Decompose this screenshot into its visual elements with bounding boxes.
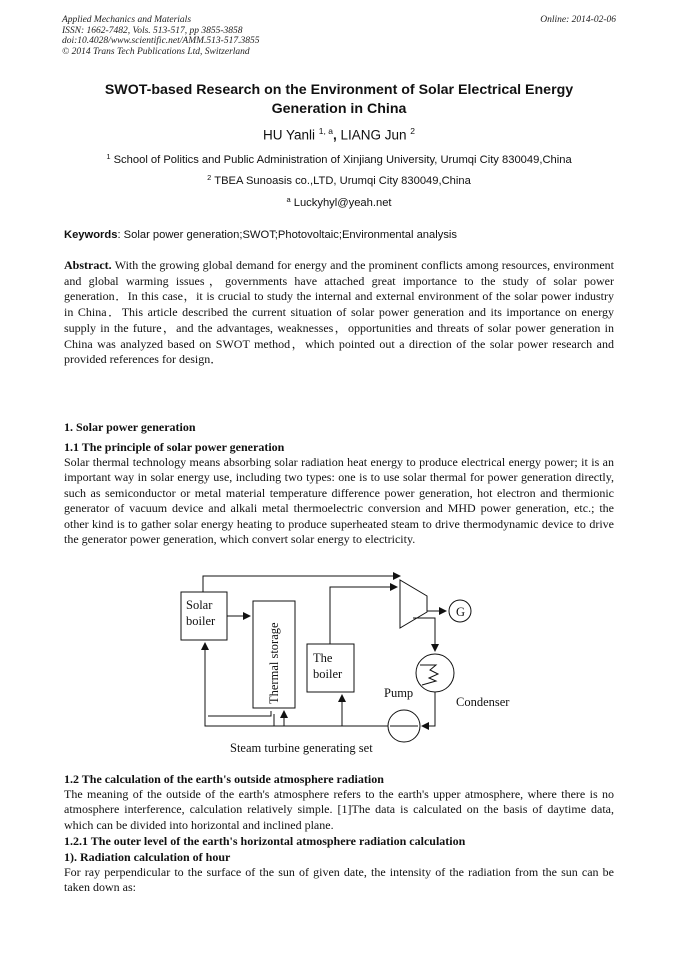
affiliation-1-sup: 1: [106, 152, 111, 161]
steam-line-top: [203, 576, 400, 592]
author-2-sup: 2: [410, 126, 416, 136]
online-date: Online: 2014-02-06: [540, 15, 616, 25]
section-1-heading: 1. Solar power generation: [64, 420, 196, 434]
steam-turbine-diagram: [170, 570, 530, 760]
boiler-label-1: The: [313, 651, 333, 665]
section-1-1-heading: 1.1 The principle of solar power generation: [64, 440, 285, 454]
keywords-text: : Solar power generation;SWOT;Photovoltaic;Environmental analysis: [117, 229, 457, 241]
journal-name: Applied Mechanics and Materials: [62, 15, 192, 25]
turbine-symbol: [400, 580, 427, 628]
author-email: [30, 193, 648, 210]
boiler-steam-line: [330, 587, 397, 644]
keywords-label: Keywords: [64, 229, 118, 241]
feedwater-line: [205, 643, 388, 726]
author-2: LIANG Jun: [340, 127, 407, 143]
subsection-radiation-hour-paragraph: For ray perpendicular to the surface of the sun of given date, the intensity of the radiation from the sun can be taken down as:: [64, 865, 614, 895]
affiliation-1: [30, 150, 648, 167]
email-sup: a: [286, 195, 291, 204]
exhaust-line: [413, 618, 435, 651]
solar-boiler-label-1: Solar: [186, 598, 213, 612]
storage-loop-line: [208, 711, 271, 716]
keywords: [64, 228, 616, 242]
condenser-label: Condenser: [456, 695, 510, 709]
issn-line: ISSN: 1662-7482, Vols. 513-517, pp 3855-3858: [62, 25, 243, 36]
section-1-2-paragraph: The meaning of the outside of the earth's atmosphere refers to the earth's upper atmosphere, where there is no atmosphere interference, calculation relatively simple. [1]The data is calculated on the basis of daytime data, which can be divided into horizontal and inclined plane.: [64, 787, 614, 832]
abstract-label: Abstract.: [64, 258, 112, 272]
section-1-2-1-heading: 1.2.1 The outer level of the earth's horizontal atmosphere radiation calculation: [64, 834, 466, 848]
email-text: Luckyhyl@yeah.net: [293, 197, 392, 209]
author-1: HU Yanli: [262, 127, 316, 143]
journal-header: [62, 15, 259, 57]
thermal-storage-label: Thermal storage: [267, 622, 281, 704]
paper-title: [50, 81, 628, 119]
author-list: [50, 122, 628, 145]
affiliation-2: [30, 171, 648, 188]
abstract-text: With the growing global demand for energy and the prominent conflicts among resources, environment and global warming issues，governments have attached great importance to the study of solar power generation．In this case，it is crucial to study the internal and external environment of the solar power industry in China．This article described the current situation of solar power generation and its importance on energy supply in the future，and the advantages, weaknesses，opportunities and threats of solar power generation in China was analyzed based on SWOT method，which pointed out a direction of the solar power research and provided references for design．: [64, 258, 614, 367]
abstract: [64, 258, 614, 368]
affiliation-2-sup: 2: [207, 173, 212, 182]
boiler-label-2: boiler: [313, 667, 343, 681]
copyright-line: © 2014 Trans Tech Publications Ltd, Switzerland: [62, 46, 250, 57]
condensate-line: [422, 692, 435, 726]
affiliation-2-text: TBEA Sunoasis co.,LTD, Urumqi City 830049,China: [214, 175, 471, 187]
section-1-1-paragraph: Solar thermal technology means absorbing solar radiation heat energy to produce electrical energy power; it is an important way in solar energy use, including two types: one is to use solar thermal for power generation directly, such as semiconductor or metal material temperature difference power generation, hot electron and thermionic generator of vacuum device and alkali metal thermoelectric conversion and MHD power generation, etc.; the other kind is to gather solar energy heating to produce superheated steam to drive thermodynamic device to drive the generator power generation, which convert solar energy to electricity.: [64, 455, 614, 547]
doi-line: doi:10.4028/www.scientific.net/AMM.513-517.3855: [62, 36, 260, 47]
author-separator: ,: [332, 127, 341, 143]
subsection-radiation-hour-heading: 1). Radiation calculation of hour: [64, 850, 231, 864]
title-line-1: SWOT-based Research on the Environment of Solar Electrical Energy: [104, 82, 574, 98]
generator-label: G: [456, 605, 466, 619]
title-line-2: Generation in China: [271, 101, 407, 117]
section-1-2-heading: 1.2 The calculation of the earth's outside atmosphere radiation: [64, 772, 384, 786]
author-1-sup: 1, a: [318, 126, 333, 136]
affiliation-1-text: School of Politics and Public Administration of Xinjiang University, Urumqi City 830049,China: [113, 154, 572, 166]
pump-label: Pump: [384, 686, 414, 700]
solar-boiler-label-2: boiler: [186, 614, 216, 628]
diagram-caption: Steam turbine generating set: [230, 741, 373, 755]
condenser-coil: [420, 665, 438, 685]
